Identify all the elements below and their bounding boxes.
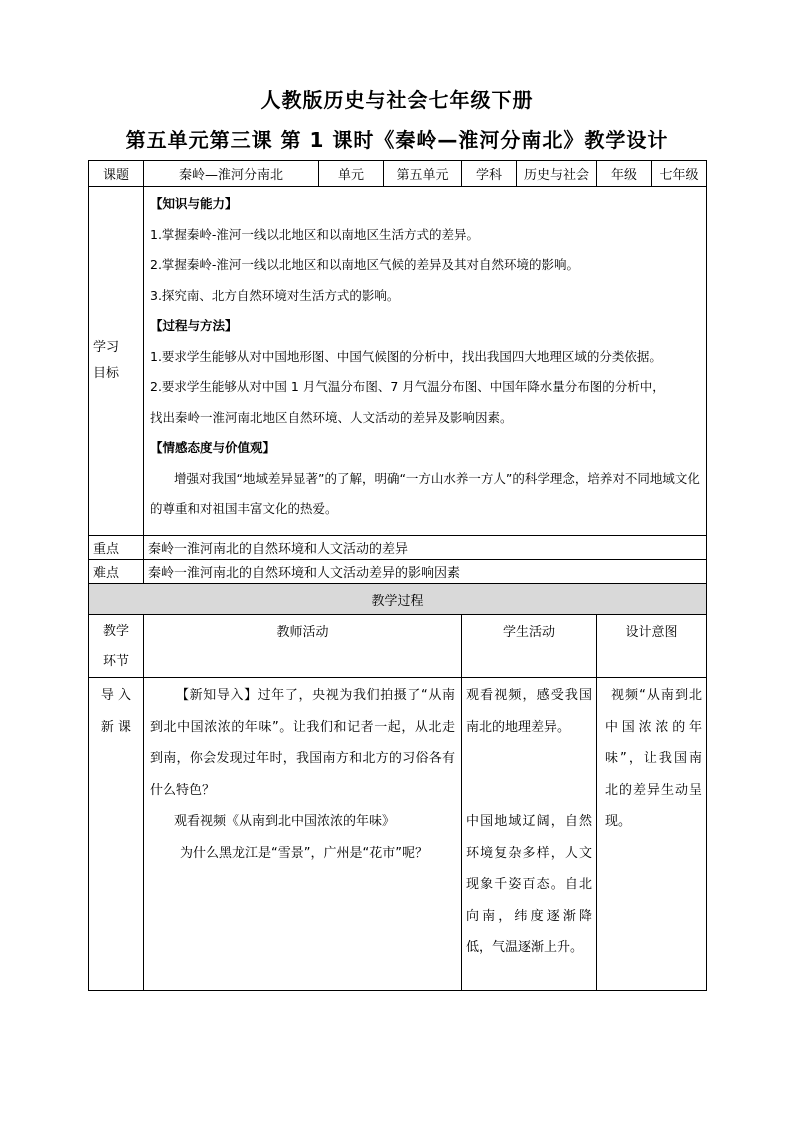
- info-row: [89, 161, 707, 187]
- key-point-label: 重点: [89, 536, 144, 560]
- teacher-intro-text: 【新知导入】过年了，央视为我们拍摄了“从南到北中国浓浓的年味”。让我们和记者一起，从北走到南，你会发现过年时，我国南方和北方的习俗各有什么特色？: [150, 688, 455, 798]
- lesson-plan-table: [88, 160, 707, 991]
- teacher-video-text: 观看视频《从南到北中国浓浓的年味》: [174, 814, 396, 829]
- key-point-row: [89, 536, 707, 560]
- process-section-title: 教学过程: [89, 584, 707, 615]
- stage-header: [89, 615, 144, 678]
- process-item: 2.要求学生能够从对中国 1 月气温分布图、7 月气温分布图、中国年降水量分布图的分析中，: [150, 379, 665, 394]
- knowledge-item: 2.掌握秦岭-淮河一线以北地区和以南地区气候的差异及其对自然环境的影响。: [150, 257, 579, 272]
- emotion-text: 增强对我国“地域差异显著”的了解，明确“一方山水养一方人”的科学理念，培养对不同地域文化的尊重和对祖国丰富文化的热爱。: [150, 470, 700, 516]
- topic-value: 秦岭—淮河分南北: [144, 161, 319, 187]
- knowledge-item: 1.掌握秦岭-淮河一线以北地区和以南地区生活方式的差异。: [150, 226, 479, 242]
- key-point-value: 秦岭一淮河南北的自然环境和人文活动的差异: [144, 536, 707, 560]
- grade-label: 年级: [597, 161, 652, 187]
- process-header-row: [89, 615, 707, 678]
- subject-value: 历史与社会: [517, 161, 597, 187]
- student-header: 学生活动: [462, 615, 597, 678]
- subject-label: 学科: [462, 161, 517, 187]
- teacher-activity-cell: [144, 678, 462, 991]
- process-row-intro: [89, 678, 707, 991]
- teacher-question-text: 为什么黑龙江是“雪景”，广州是“花市”呢？: [180, 845, 428, 861]
- stage-line2: 新 课: [100, 719, 132, 735]
- objectives-row: [89, 187, 707, 536]
- objectives-label-line1: 学习: [93, 340, 120, 355]
- process-item: 1.要求学生能够从对中国地形图、中国气候图的分析中，找出我国四大地理区域的分类依据。: [150, 348, 662, 364]
- knowledge-heading: 【知识与能力】: [150, 196, 238, 211]
- student-activity-cell: [462, 678, 597, 991]
- student-activity-text1: 观看视频，感受我国南北的地理差异。: [466, 688, 592, 735]
- document-title: 人教版历史与社会七年级下册: [260, 88, 534, 112]
- objectives-label: [89, 187, 144, 536]
- objectives-label-line2: 目标: [93, 366, 120, 381]
- document-subtitle: 第五单元第三课 第 1 课时《秦岭—淮河分南北》教学设计: [125, 128, 669, 152]
- difficulty-label: 难点: [89, 560, 144, 584]
- knowledge-item: 3.探究南、北方自然环境对生活方式的影响。: [150, 287, 400, 303]
- stage-line1: 导 入: [100, 688, 132, 703]
- stage-cell: [89, 678, 144, 991]
- teacher-header: 教师活动: [144, 615, 462, 678]
- process-title-row: [89, 584, 707, 615]
- emotion-heading: 【情感态度与价值观】: [150, 440, 276, 455]
- grade-value: 七年级: [652, 161, 707, 187]
- stage-header-line2: 环节: [102, 654, 129, 669]
- difficulty-value: 秦岭一淮河南北的自然环境和人文活动差异的影响因素: [144, 560, 707, 584]
- topic-label: 课题: [89, 161, 144, 187]
- intent-header: 设计意图: [597, 615, 707, 678]
- process-heading: 【过程与方法】: [150, 318, 238, 333]
- difficulty-row: [89, 560, 707, 584]
- design-intent-cell: 视频“从南到北中国浓浓的年味”，让我国南北的差异生动呈现。: [597, 678, 707, 991]
- objectives-content: [144, 187, 707, 536]
- unit-label: 单元: [319, 161, 384, 187]
- student-activity-text2: 中国地域辽阔，自然环境复杂多样，人文现象千姿百态。自北向南，纬度逐渐降低，气温逐渐上升。: [466, 814, 592, 955]
- stage-header-line1: 教学: [102, 624, 129, 639]
- unit-value: 第五单元: [384, 161, 462, 187]
- process-item: 找出秦岭一淮河南北地区自然环境、人文活动的差异及影响因素。: [150, 409, 513, 425]
